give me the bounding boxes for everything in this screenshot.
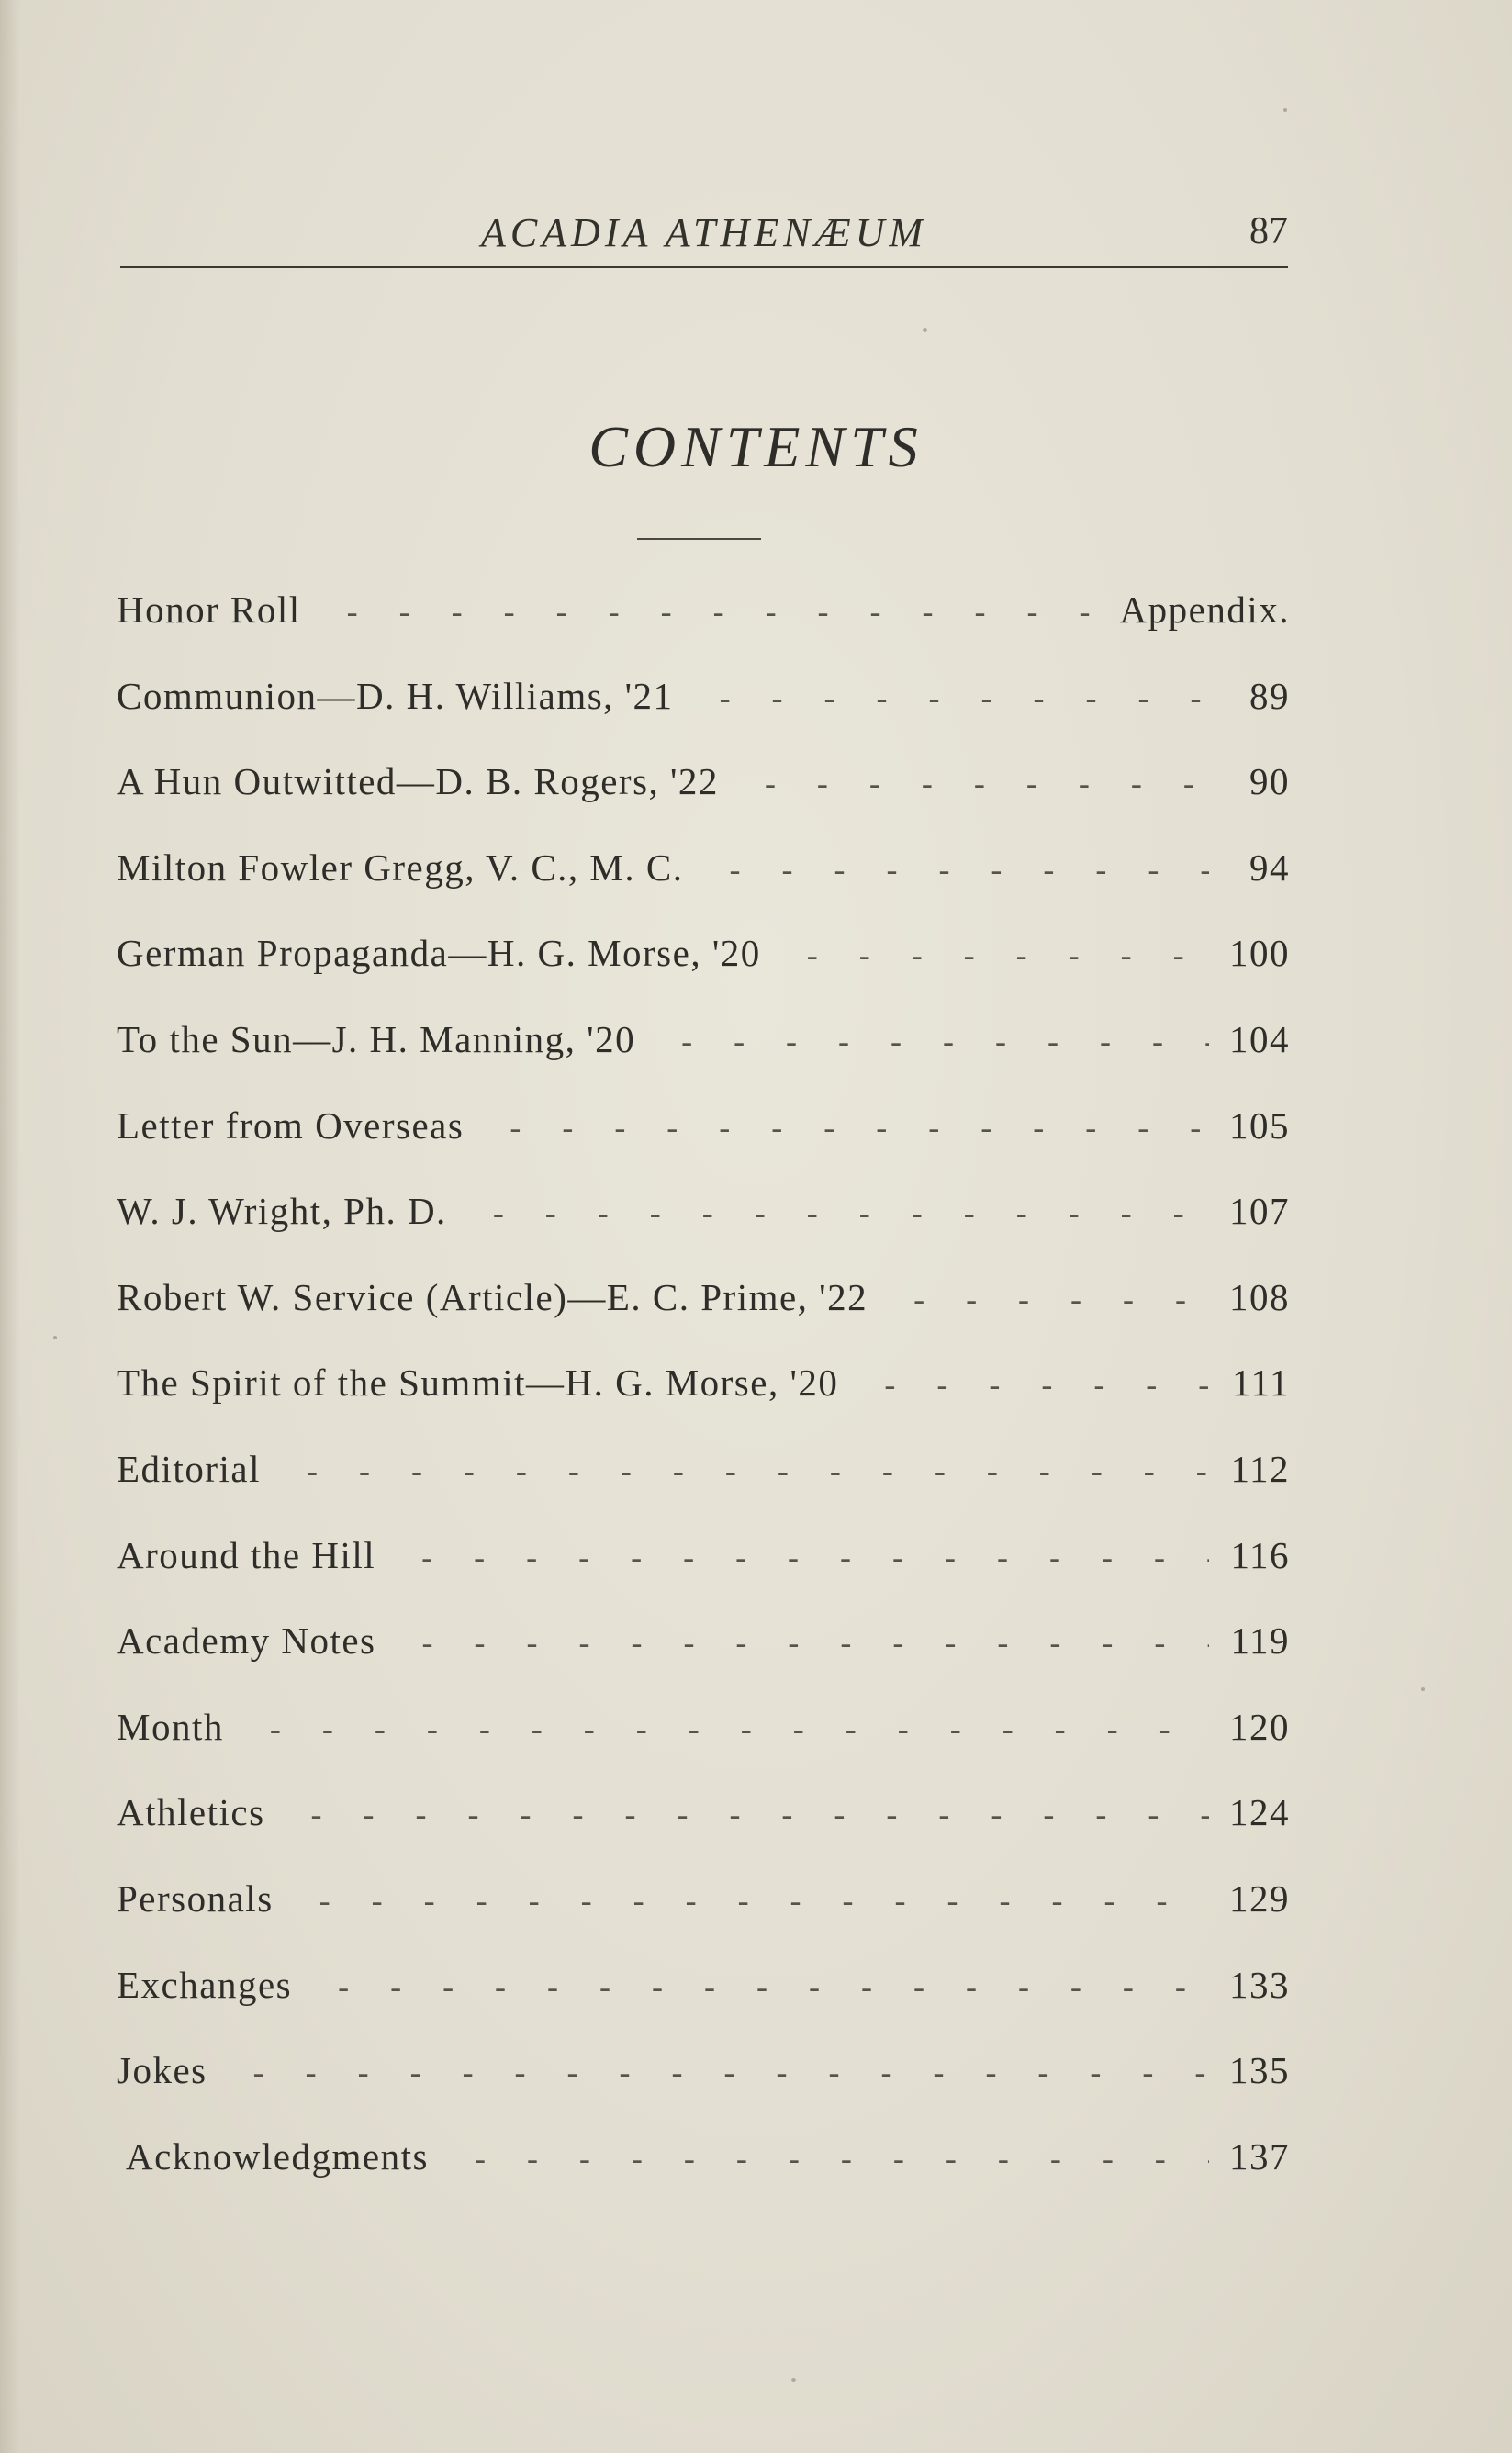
- toc-entry-title: Robert W. Service (Article)—E. C. Prime, '22: [117, 1275, 868, 1318]
- toc-entry-communion: [117, 674, 1290, 760]
- toc-entry-exchanges: [117, 1963, 1290, 2049]
- toc-entry-month: [117, 1705, 1290, 1791]
- toc-entry-page: 133: [1229, 1963, 1290, 2006]
- toc-entry-acknowledgments: [117, 2134, 1290, 2221]
- running-title: ACADIA ATHENÆUM: [480, 210, 928, 255]
- toc-entry-editorial: [117, 1447, 1290, 1533]
- heading-rule: [637, 538, 761, 540]
- table-of-contents: [117, 588, 1290, 2220]
- toc-entry-title: Academy Notes: [117, 1619, 376, 1663]
- paper-speck: [923, 328, 927, 332]
- toc-entry-academy-notes: [117, 1619, 1290, 1705]
- toc-entry-page: 100: [1229, 932, 1290, 975]
- paper-speck: [53, 1336, 57, 1339]
- toc-entry-page: 137: [1229, 2134, 1290, 2178]
- dot-leader: [422, 1623, 1210, 1662]
- toc-entry-page: 124: [1229, 1791, 1290, 1834]
- toc-entry-page: 129: [1229, 1876, 1290, 1920]
- dot-leader: [253, 2053, 1209, 2091]
- toc-entry-wright: [117, 1189, 1290, 1275]
- dot-leader: [681, 1022, 1209, 1060]
- toc-entry-personals: [117, 1876, 1290, 1963]
- toc-entry-athletics: [117, 1790, 1290, 1876]
- dot-leader: [913, 1280, 1209, 1318]
- paper-speck: [791, 2378, 796, 2382]
- toc-entry-letter-overseas: [117, 1103, 1290, 1190]
- toc-entry-title: Month: [117, 1705, 224, 1748]
- toc-entry-page: 112: [1230, 1447, 1290, 1490]
- toc-entry-to-the-sun: [117, 1017, 1290, 1103]
- toc-entry-title: Personals: [117, 1876, 274, 1920]
- toc-entry-title: Exchanges: [117, 1963, 293, 2006]
- dot-leader: [421, 1538, 1209, 1576]
- page-number: 87: [1249, 210, 1288, 252]
- toc-entry-title: German Propaganda—H. G. Morse, '20: [117, 932, 761, 975]
- toc-entry-title: Honor Roll: [117, 588, 301, 631]
- dot-leader: [510, 1108, 1209, 1147]
- toc-entry-page: 94: [1249, 846, 1290, 889]
- paper-speck: [1283, 108, 1287, 112]
- toc-entry-page: Appendix.: [1119, 588, 1290, 631]
- toc-entry-spirit-summit: [117, 1361, 1290, 1447]
- toc-entry-page: 119: [1230, 1619, 1290, 1663]
- toc-entry-hun-outwitted: [117, 759, 1290, 846]
- toc-entry-page: 107: [1229, 1190, 1290, 1233]
- contents-heading: CONTENTS: [588, 414, 924, 479]
- toc-entry-jokes: [117, 2048, 1290, 2134]
- dot-leader: [493, 1193, 1209, 1232]
- toc-entry-title: Editorial: [117, 1447, 261, 1490]
- toc-entry-honor-roll: [117, 588, 1290, 674]
- toc-entry-title: Communion—D. H. Williams, '21: [117, 674, 674, 717]
- dot-leader: [347, 592, 1103, 631]
- toc-entry-robert-service: [117, 1275, 1290, 1361]
- toc-entry-page: 104: [1229, 1017, 1290, 1060]
- dot-leader: [307, 1451, 1209, 1490]
- dot-leader: [807, 935, 1209, 974]
- dot-leader: [729, 850, 1209, 889]
- dot-leader: [270, 1709, 1209, 1748]
- toc-entry-title: Letter from Overseas: [117, 1103, 465, 1147]
- toc-entry-title: Jokes: [117, 2049, 207, 2092]
- toc-entry-title: A Hun Outwitted—D. B. Rogers, '22: [117, 760, 719, 803]
- toc-entry-title: Milton Fowler Gregg, V. C., M. C.: [117, 846, 684, 889]
- toc-entry-title: The Spirit of the Summit—H. G. Morse, '20: [117, 1361, 839, 1405]
- dot-leader: [475, 2139, 1209, 2178]
- paper-speck: [1421, 1687, 1425, 1691]
- toc-entry-title: W. J. Wright, Ph. D.: [117, 1190, 447, 1233]
- toc-entry-milton-gregg: [117, 846, 1290, 932]
- toc-entry-page: 111: [1232, 1361, 1290, 1405]
- toc-entry-german-propaganda: [117, 931, 1290, 1017]
- toc-entry-title: Around the Hill: [117, 1533, 376, 1576]
- toc-entry-title: To the Sun—J. H. Manning, '20: [117, 1017, 636, 1060]
- dot-leader: [338, 1967, 1209, 2006]
- dot-leader: [720, 678, 1209, 717]
- dot-leader: [319, 1881, 1209, 1920]
- toc-entry-around-hill: [117, 1533, 1290, 1619]
- toc-entry-page: 108: [1229, 1275, 1290, 1318]
- toc-entry-page: 90: [1249, 760, 1290, 803]
- running-head: [120, 202, 1288, 268]
- toc-entry-title: Acknowledgments: [126, 2134, 429, 2178]
- toc-entry-page: 135: [1229, 2049, 1290, 2092]
- toc-entry-page: 89: [1249, 674, 1290, 717]
- dot-leader: [884, 1365, 1209, 1404]
- toc-entry-page: 120: [1229, 1705, 1290, 1748]
- dot-leader: [311, 1795, 1209, 1833]
- toc-entry-page: 116: [1230, 1533, 1290, 1576]
- dot-leader: [765, 764, 1209, 802]
- toc-entry-page: 105: [1229, 1103, 1290, 1147]
- toc-entry-title: Athletics: [117, 1791, 265, 1834]
